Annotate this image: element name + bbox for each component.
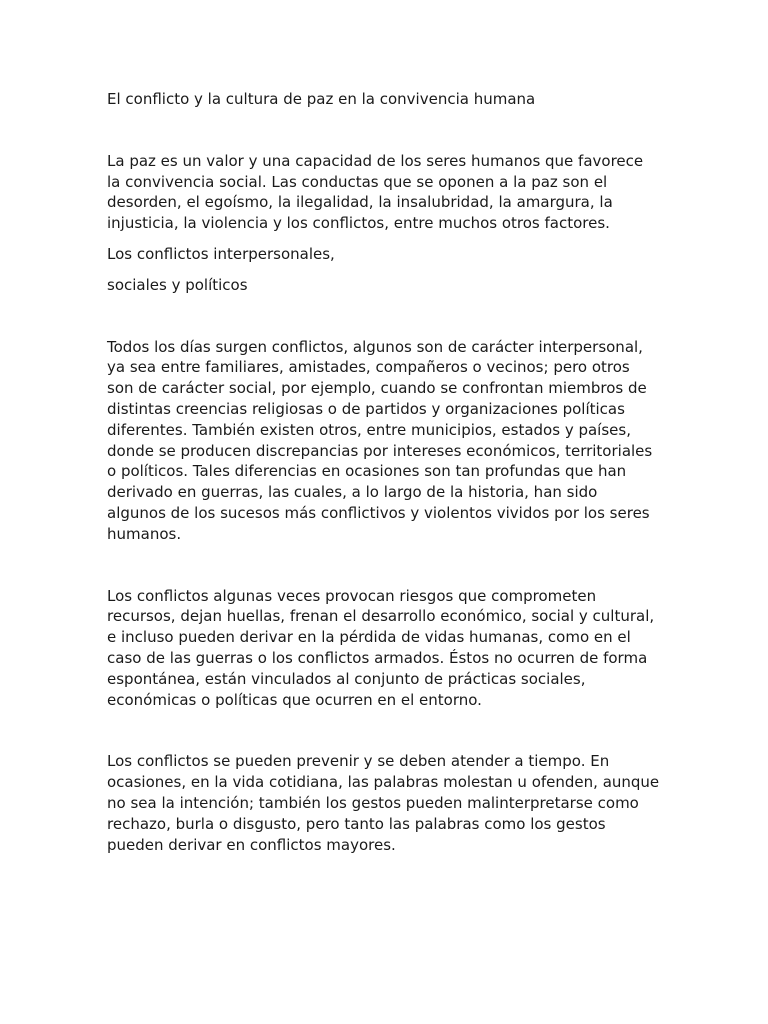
paragraph-peace-value: La paz es un valor y una capacidad de los seres humanos que favorece la convivencia social. Las conductas que se oponen a la paz son el desorden, el egoísmo, la ilegalidad, la insalubridad, la amargura, la injusticia, la violencia y los conflictos, entre muchos otros factores. [107, 151, 644, 233]
paragraph-conflict-risks: Los conflictos algunas veces provocan riesgos que comprometen recursos, dejan huellas, frenan el desarrollo económico, social y cultural, e incluso pueden derivar en la pérdida de vidas humanas, como en el caso de las guerras o los conflictos armados. Éstos no ocurren de forma espontánea, están vinculados al conjunto de prácticas sociales, económicas o políticas que ocurren en el entorno. [107, 586, 655, 709]
document-page [107, 89, 667, 855]
paragraph-daily-conflicts: Todos los días surgen conflictos, algunos son de carácter interpersonal, ya sea entre familiares, amistades, compañeros o vecinos; pero otros son de carácter social, por ejemplo, cuando se confrontan miembros de distintas creencias religiosas o de partidos y organizaciones políticas diferentes. También existen otros, entre municipios, estados y países, donde se producen discrepancias por intereses económicos, territoriales o políticos. Tales diferencias en ocasiones son tan profundas que han derivado en guerras, las cuales, a lo largo de la historia, han sido algunos de los sucesos más conflictivos y violentos vividos por los seres humanos. [107, 337, 653, 543]
subheading-line-2: sociales y políticos [107, 275, 248, 294]
document-title: El conflicto y la cultura de paz en la convivencia humana [107, 90, 536, 108]
paragraph-conflict-prevention: Los conflictos se pueden prevenir y se deben atender a tiempo. En ocasiones, en la vida cotidiana, las palabras molestan u ofenden, aunque no sea la intención; también los gestos pueden malinterpretarse como rechazo, burla o disgusto, pero tanto las palabras como los gestos pueden derivar en conflictos mayores. [107, 752, 660, 854]
subheading-line-1: Los conflictos interpersonales, [107, 244, 335, 263]
